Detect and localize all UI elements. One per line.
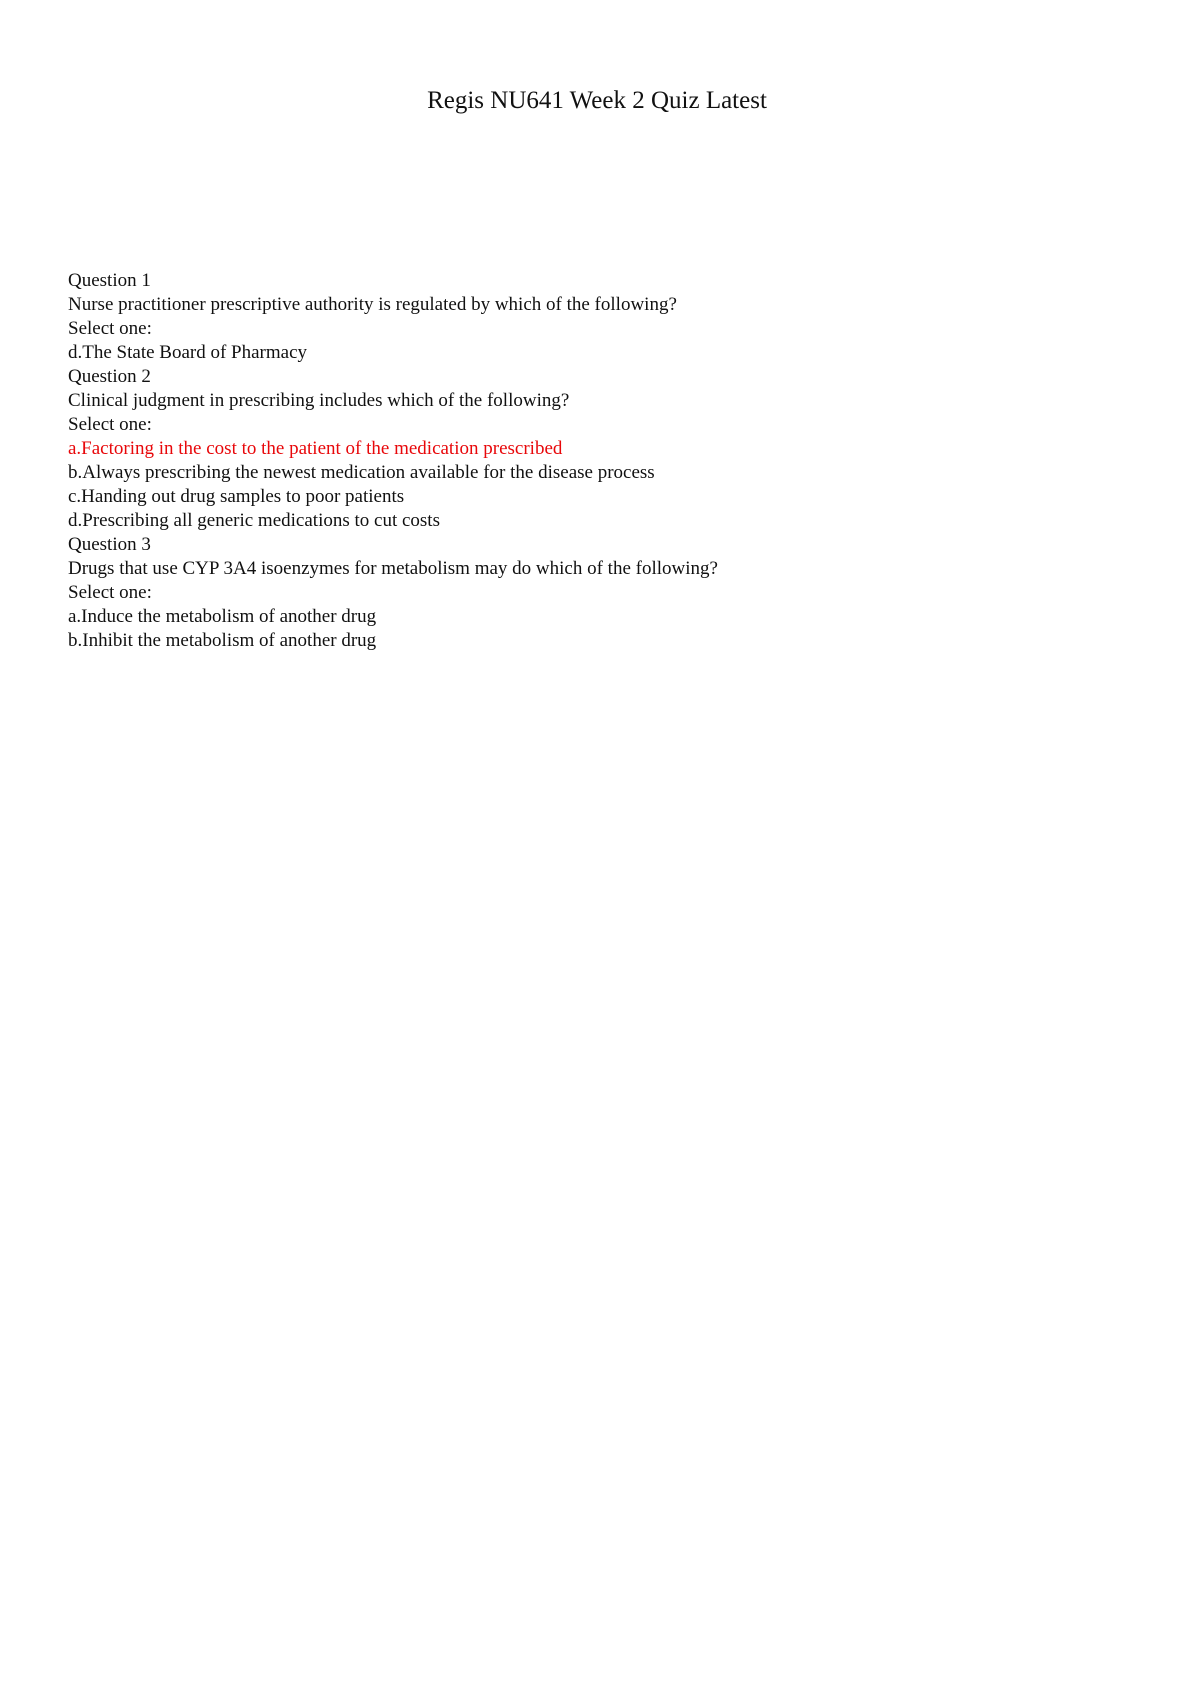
question-2-instruction: Select one: xyxy=(68,414,152,435)
page-title xyxy=(0,86,1191,116)
question-1-option-d: d.The State Board of Pharmacy xyxy=(68,342,308,363)
question-1-prompt: Nurse practitioner prescriptive authority is regulated by which of the following? xyxy=(68,294,677,315)
question-2-option-d: d.Prescribing all generic medications to cut costs xyxy=(68,510,440,531)
question-3-option-b: b.Inhibit the metabolism of another drug xyxy=(68,630,377,651)
quiz-content xyxy=(68,269,1128,653)
question-3-option-a: a.Induce the metabolism of another drug xyxy=(68,606,377,627)
question-1-instruction: Select one: xyxy=(68,318,152,339)
question-2-heading: Question 2 xyxy=(68,366,151,387)
question-3-prompt: Drugs that use CYP 3A4 isoenzymes for metabolism may do which of the following? xyxy=(68,558,718,579)
question-3-instruction: Select one: xyxy=(68,582,152,603)
question-2-option-a-highlighted: a.Factoring in the cost to the patient of the medication prescribed xyxy=(68,438,563,459)
question-2-option-b: b.Always prescribing the newest medication available for the disease process xyxy=(68,462,655,483)
question-2-option-c: c.Handing out drug samples to poor patients xyxy=(68,486,405,507)
question-1-heading: Question 1 xyxy=(68,270,151,291)
page-title-text: Regis NU641 Week 2 Quiz Latest xyxy=(427,87,767,114)
question-2-prompt: Clinical judgment in prescribing includes which of the following? xyxy=(68,390,570,411)
question-3-heading: Question 3 xyxy=(68,534,151,555)
